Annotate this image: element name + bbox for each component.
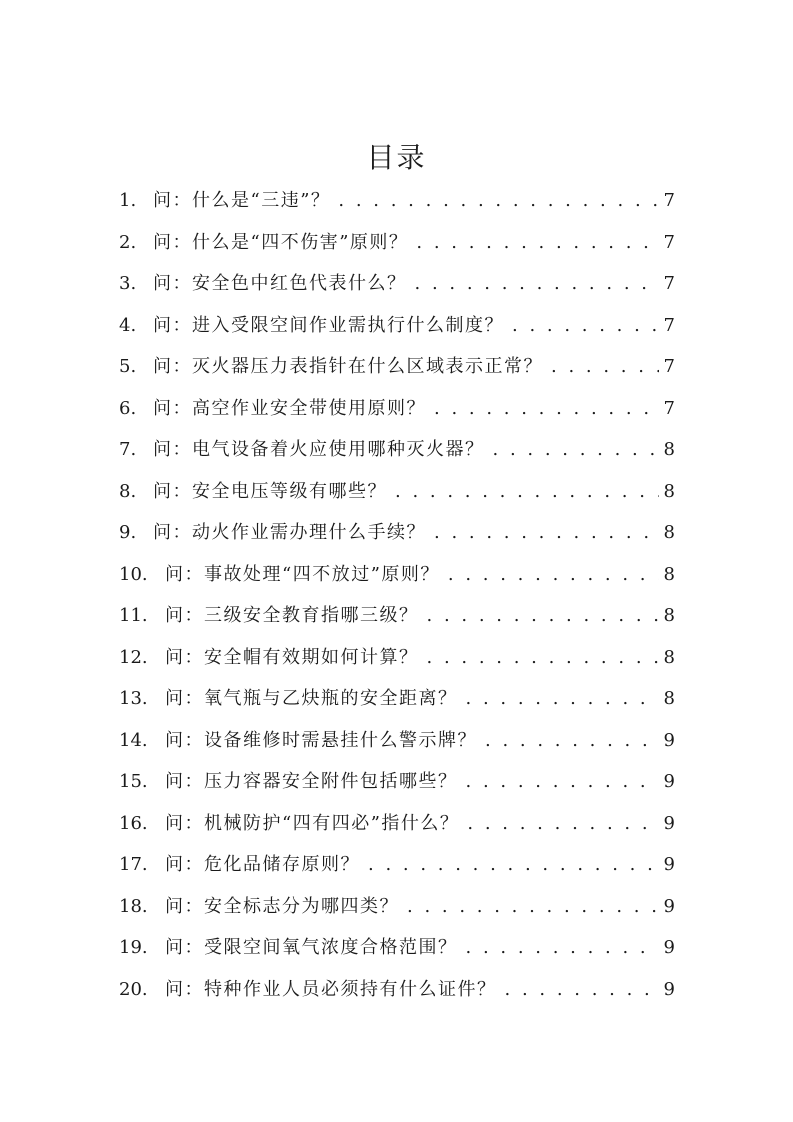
toc-entry[interactable] — [119, 554, 675, 596]
toc-entry[interactable] — [119, 803, 675, 845]
toc-entry-number: 19. — [119, 937, 148, 958]
toc-entry-number: 11. — [119, 605, 148, 626]
toc-entry[interactable] — [119, 429, 675, 471]
toc-page-number: 8 — [663, 563, 675, 585]
toc-entry[interactable] — [119, 595, 675, 637]
toc-dot-leader — [368, 844, 659, 886]
toc-dot-leader — [551, 346, 659, 388]
toc-page-number: 8 — [663, 480, 675, 502]
toc-page-number: 8 — [663, 646, 675, 668]
toc-dot-leader — [448, 554, 659, 596]
toc-page-number: 8 — [663, 688, 675, 709]
toc-entry-text: 问：什么是“三违”？ — [153, 190, 331, 211]
toc-page-number: 7 — [663, 356, 675, 377]
toc-entry[interactable] — [119, 844, 675, 886]
toc-entry-number: 9. — [119, 522, 137, 543]
toc-entry[interactable] — [119, 346, 675, 388]
toc-entry[interactable] — [119, 927, 675, 969]
toc-dot-leader — [485, 720, 659, 762]
toc-entry-number: 12. — [119, 646, 148, 668]
toc-page-number: 7 — [663, 273, 675, 294]
toc-entry-text: 问：氧气瓶与乙炔瓶的安全距离？ — [165, 688, 458, 709]
toc-entry-text: 问：安全色中红色代表什么？ — [153, 273, 407, 294]
toc-dot-leader — [416, 222, 659, 264]
toc-entry-number: 10. — [119, 563, 148, 585]
toc-entry-number: 8. — [119, 480, 137, 502]
toc-entry-text: 问：机械防护“四有四必”指什么？ — [165, 812, 460, 834]
toc-entry-number: 15. — [119, 771, 148, 792]
toc-page-number: 9 — [663, 812, 675, 834]
toc-dot-leader — [407, 886, 659, 928]
toc-page-number: 8 — [663, 522, 675, 543]
toc-entry-text: 问：三级安全教育指哪三级？ — [165, 605, 419, 626]
toc-dot-leader — [338, 180, 659, 222]
toc-page-number: 9 — [663, 978, 675, 1000]
toc-entry[interactable] — [119, 180, 675, 222]
toc-entry-number: 2. — [119, 231, 137, 253]
toc-entry-text: 问：什么是“四不伤害”原则？ — [153, 231, 409, 253]
toc-entry[interactable] — [119, 263, 675, 305]
toc-entry-text: 问：灭火器压力表指针在什么区域表示正常？ — [153, 356, 543, 377]
toc-entry[interactable] — [119, 678, 675, 720]
toc-entry[interactable] — [119, 637, 675, 679]
toc-page-number: 9 — [663, 937, 675, 958]
toc-entry-text: 问：危化品储存原则？ — [165, 854, 360, 875]
toc-entry-number: 7. — [119, 439, 137, 460]
toc-page-number: 7 — [663, 190, 675, 211]
toc-entry-number: 6. — [119, 397, 137, 419]
toc-page-number: 7 — [663, 231, 675, 253]
toc-page-number: 8 — [663, 605, 675, 626]
toc-dot-leader — [466, 678, 660, 720]
toc-dot-leader — [395, 471, 659, 513]
toc-entry[interactable] — [119, 720, 675, 762]
toc-entry-text: 问：安全标志分为哪四类？ — [165, 895, 399, 917]
toc-entry-number: 13. — [119, 688, 148, 709]
toc-title: 目录 — [366, 141, 427, 174]
toc-entry-number: 16. — [119, 812, 148, 834]
toc-entry-number: 17. — [119, 854, 148, 875]
toc-page-number: 7 — [663, 397, 675, 419]
toc-entry-number: 20. — [119, 978, 148, 1000]
toc-entry[interactable] — [119, 969, 675, 1011]
toc-dot-leader — [434, 388, 659, 430]
toc-entry-text: 问：设备维修时需悬挂什么警示牌？ — [165, 729, 477, 751]
toc-entry-text: 问：特种作业人员必须持有什么证件？ — [165, 978, 497, 1000]
toc-page-number: 9 — [663, 729, 675, 751]
toc-entry[interactable] — [119, 886, 675, 928]
toc-entry-text: 问：电气设备着火应使用哪种灭火器？ — [153, 439, 485, 460]
toc-dot-leader — [493, 429, 660, 471]
toc-entry-number: 3. — [119, 273, 137, 294]
toc-page-number: 9 — [663, 854, 675, 875]
toc-entry-number: 4. — [119, 314, 137, 336]
toc-page-number: 8 — [663, 439, 675, 460]
toc-entry-text: 问：高空作业安全带使用原则？ — [153, 397, 426, 419]
toc-dot-leader — [467, 803, 659, 845]
toc-dot-leader — [427, 595, 660, 637]
toc-dot-leader — [512, 305, 659, 347]
toc-entry[interactable] — [119, 388, 675, 430]
toc-entry-text: 问：安全帽有效期如何计算？ — [165, 646, 419, 668]
toc-entry-text: 问：进入受限空间作业需执行什么制度？ — [153, 314, 504, 336]
toc-list — [119, 180, 675, 1010]
toc-entry[interactable] — [119, 471, 675, 513]
toc-entry-text: 问：安全电压等级有哪些？ — [153, 480, 387, 502]
toc-entry-text: 问：受限空间氧气浓度合格范围？ — [165, 937, 458, 958]
toc-entry-text: 问：事故处理“四不放过”原则？ — [165, 563, 440, 585]
toc-entry-number: 1. — [119, 190, 137, 211]
toc-dot-leader — [466, 761, 660, 803]
toc-dot-leader — [505, 969, 660, 1011]
toc-entry-text: 问：动火作业需办理什么手续？ — [153, 522, 426, 543]
toc-dot-leader — [434, 512, 659, 554]
toc-dot-leader — [427, 637, 660, 679]
toc-dot-leader — [415, 263, 660, 305]
toc-page-number: 9 — [663, 771, 675, 792]
toc-page-number: 9 — [663, 895, 675, 917]
toc-entry[interactable] — [119, 512, 675, 554]
toc-page-number: 7 — [663, 314, 675, 336]
toc-entry-number: 18. — [119, 895, 148, 917]
toc-dot-leader — [466, 927, 660, 969]
toc-entry-number: 14. — [119, 729, 148, 751]
toc-entry[interactable] — [119, 761, 675, 803]
toc-entry[interactable] — [119, 222, 675, 264]
toc-entry[interactable] — [119, 305, 675, 347]
toc-entry-text: 问：压力容器安全附件包括哪些？ — [165, 771, 458, 792]
toc-entry-number: 5. — [119, 356, 137, 377]
